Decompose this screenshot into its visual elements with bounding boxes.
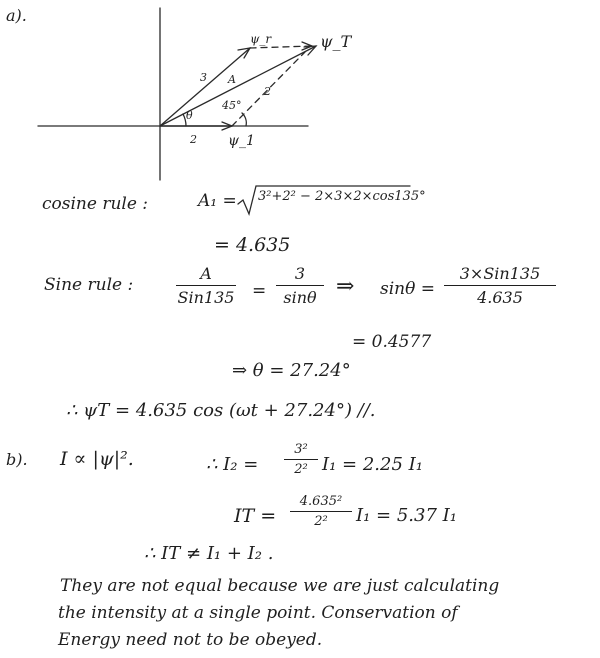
sine-equals: = — [252, 281, 267, 301]
sine-rule-label: Sine rule : — [44, 275, 134, 295]
i2-lhs: ∴ I₂ = — [206, 454, 259, 475]
sine-fraction-3 — [444, 264, 556, 307]
cosine-rule-label: cosine rule : — [42, 194, 149, 214]
it-fraction-num: 4.635² — [299, 494, 343, 509]
sine-fraction-2-den: sinθ — [283, 288, 317, 307]
resultant-a-label: A — [228, 73, 236, 86]
sine-fraction-3-den: 4.635 — [477, 288, 523, 307]
psi-total-equation: ∴ ψT = 4.635 cos (ωt + 27.24°) //. — [66, 400, 376, 421]
sine-value: = 0.4577 — [352, 332, 432, 352]
part-a-label: a). — [6, 6, 27, 25]
i2-fraction — [284, 442, 318, 477]
psi-t-label: ψ_T — [320, 32, 352, 51]
i2-fraction-den: 2² — [294, 462, 308, 477]
sin-theta-lhs: sinθ = — [380, 279, 435, 299]
it-fraction-den: 2² — [314, 514, 328, 529]
length-2-dashed-label: 2 — [264, 85, 271, 98]
it-lhs: IT = — [234, 505, 277, 527]
theta-label: θ — [186, 109, 193, 122]
part-b-label: b). — [6, 450, 28, 469]
length-2-label: 2 — [190, 133, 197, 146]
cosine-root: 3²+2² − 2×3×2×cos135° — [258, 189, 426, 204]
theta-result: ⇒ θ = 27.24° — [232, 360, 351, 381]
it-fraction — [290, 494, 352, 529]
intensity-inequality: ∴ IT ≠ I₁ + I₂ . — [144, 543, 274, 564]
sine-fraction-2-num: 3 — [294, 264, 306, 283]
explanation-line-2: the intensity at a single point. Conservation of — [58, 603, 458, 623]
it-rhs: I₁ = 5.37 I₁ — [356, 505, 457, 526]
explanation-line-1: They are not equal because we are just calculating — [60, 576, 500, 596]
i2-fraction-num: 3² — [294, 442, 308, 457]
cosine-lhs: A₁ = — [198, 191, 237, 211]
intensity-proportionality: I ∝ |ψ|². — [60, 448, 134, 470]
cosine-result: = 4.635 — [214, 234, 291, 256]
dashed-psi-r — [250, 46, 312, 48]
psi-1-label: ψ_1 — [228, 133, 255, 149]
i2-rhs: I₁ = 2.25 I₁ — [322, 454, 423, 475]
sine-fraction-1-den: Sin135 — [177, 288, 235, 307]
sine-fraction-2 — [276, 264, 324, 307]
length-3-label: 3 — [200, 71, 207, 84]
psi-r-label: ψ_r — [250, 32, 272, 46]
sine-fraction-3-num: 3×Sin135 — [459, 264, 541, 283]
angle-45-label: 45° — [222, 99, 242, 112]
sine-fraction-1-num: A — [200, 264, 212, 283]
implies-arrow: ⇒ — [336, 274, 355, 299]
explanation-line-3: Energy need not to be obeyed. — [58, 630, 323, 650]
sine-fraction-1 — [176, 264, 236, 307]
